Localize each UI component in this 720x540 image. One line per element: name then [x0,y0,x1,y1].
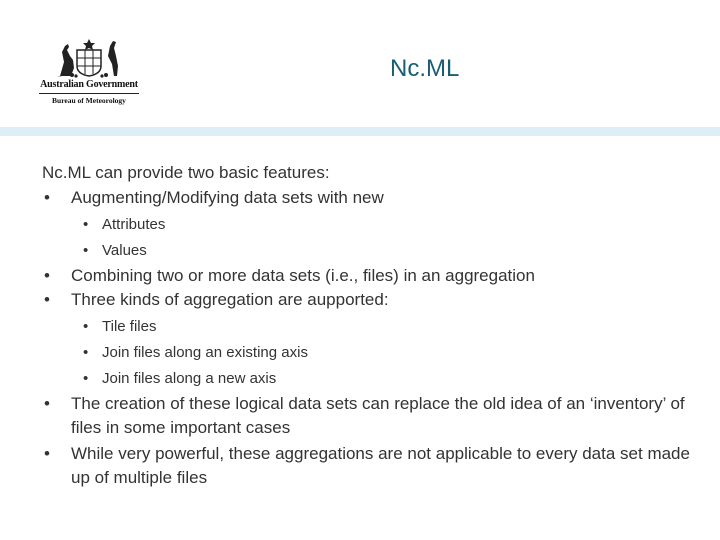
bullet-text: While very powerful, these aggregations are not applicable to every data set made up of multiple files [71,444,690,487]
bullet-icon: • [44,394,50,413]
slide-body [42,162,712,490]
bullet-item [42,186,712,210]
bullet-icon: • [83,344,89,361]
sub-bullet-item [42,340,712,366]
sub-bullet-text: Join files along an existing axis [102,344,308,361]
sub-bullet-item [42,314,712,340]
sub-bullet-list [42,212,712,264]
sub-bullet-text: Tile files [102,318,157,335]
bullet-item [42,392,712,440]
bullet-text: The creation of these logical data sets can replace the old idea of an ‘inventory’ of files in some important cases [71,394,685,437]
sub-bullet-item [42,212,712,238]
lead-text: Nc.ML can provide two basic features: [42,163,330,182]
bullet-item [42,288,712,312]
australian-government-logo [36,38,142,110]
bullet-icon: • [44,444,50,463]
bullet-icon: • [83,318,89,335]
sub-bullet-text: Join files along a new axis [102,370,277,387]
bullet-icon: • [44,188,50,207]
logo-divider [39,93,139,94]
slide-title: Nc.ML [390,55,460,82]
bullet-item [42,442,712,490]
sub-bullet-item [42,238,712,264]
bullet-text: Augmenting/Modifying data sets with new [71,188,384,207]
bullet-item [42,264,712,288]
header-divider-band [0,127,720,136]
logo-government-text: Australian Government [40,79,138,90]
sub-bullet-text: Attributes [102,216,166,233]
logo-bureau-text: Bureau of Meteorology [52,96,126,105]
sub-bullet-text: Values [102,242,147,259]
bullet-icon: • [83,242,89,259]
bullet-icon: • [44,266,50,285]
bullet-icon: • [44,290,50,309]
coat-of-arms-icon [56,38,122,78]
bullet-text: Combining two or more data sets (i.e., files) in an aggregation [71,266,535,285]
bullet-text: Three kinds of aggregation are aupported: [71,290,389,309]
bullet-icon: • [83,216,89,233]
sub-bullet-item [42,366,712,392]
sub-bullet-list [42,314,712,392]
bullet-icon: • [83,370,89,387]
